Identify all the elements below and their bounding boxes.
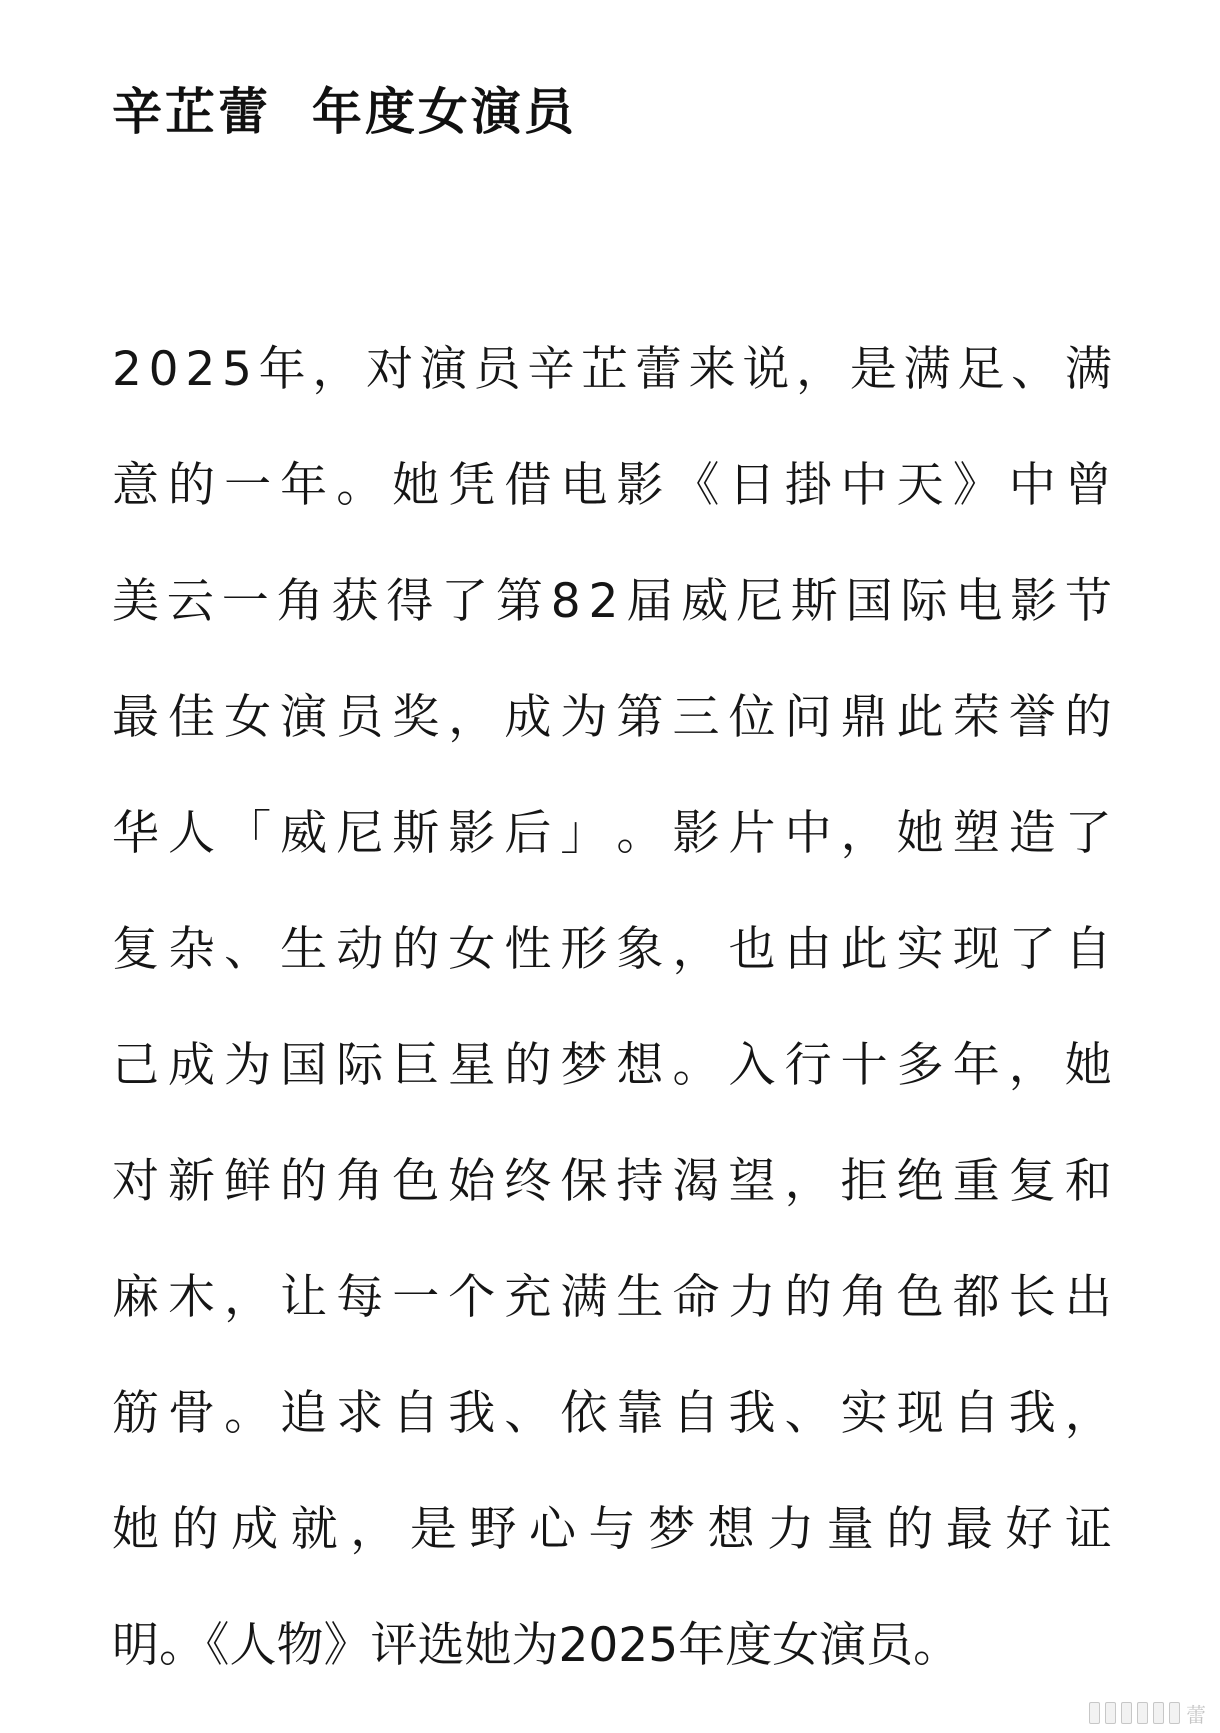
paragraph-line: 己 成 为 国 际 巨 星 的 梦 想 。 入 行 十 多 年 ， 她 bbox=[112, 1038, 1112, 1093]
paragraph-line: 对 新 鲜 的 角 色 始 终 保 持 渴 望 ， 拒 绝 重 复 和 bbox=[112, 1154, 1112, 1209]
article-body bbox=[112, 312, 1112, 1704]
paragraph-line: 最 佳 女 演 员 奖 ， 成 为 第 三 位 问 鼎 此 荣 誉 的 bbox=[112, 690, 1112, 745]
paragraph-line: 华 人 「 威 尼 斯 影 后 」 。 影 片 中 ， 她 塑 造 了 bbox=[112, 806, 1112, 861]
watermark-text: 蕾 bbox=[1186, 1702, 1206, 1727]
watermark-logo-icon bbox=[1089, 1702, 1180, 1724]
paragraph-line: 复 杂 、 生 动 的 女 性 形 象 ， 也 由 此 实 现 了 自 bbox=[112, 922, 1112, 977]
paragraph-line: 意 的 一 年 。 她 凭 借 电 影 《 日 掛 中 天 》 中 曾 bbox=[112, 458, 1112, 513]
paragraph-line: 2 0 2 5 年 ， 对 演 员 辛 芷 蕾 来 说 ， 是 满 足 、 满 bbox=[112, 342, 1112, 397]
paragraph-line: 她 的 成 就 ， 是 野 心 与 梦 想 力 量 的 最 好 证 bbox=[112, 1502, 1112, 1557]
article-title: 辛芷蕾 年度女演员 bbox=[112, 83, 577, 141]
watermark bbox=[1078, 1699, 1206, 1727]
paragraph-line: 美 云 一 角 获 得 了 第 8 2 届 威 尼 斯 国 际 电 影 节 bbox=[112, 574, 1112, 629]
paragraph-line: 筋 骨 。 追 求 自 我 、 依 靠 自 我 、 实 现 自 我 ， bbox=[112, 1386, 1112, 1441]
paragraph-line: 麻 木 ， 让 每 一 个 充 满 生 命 力 的 角 色 都 长 出 bbox=[112, 1270, 1112, 1325]
paragraph-line: 明。《人物》评选她为2025年度女演员。 bbox=[112, 1618, 961, 1673]
